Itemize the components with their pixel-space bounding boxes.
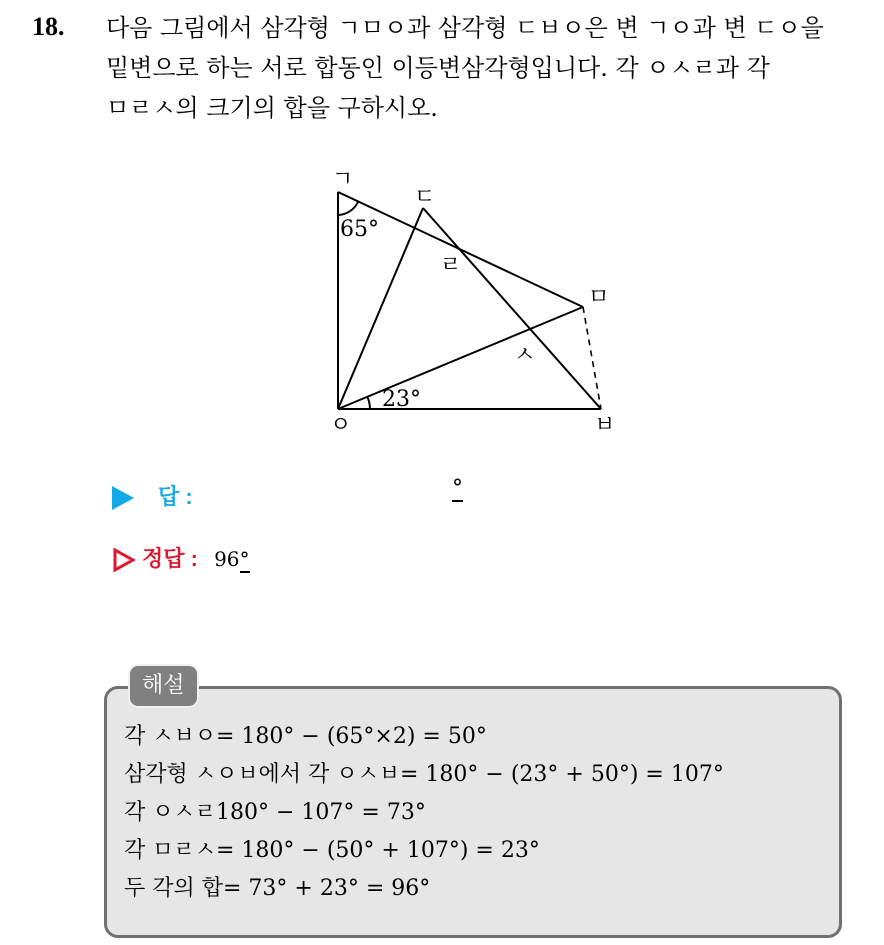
angle-arc-bottom <box>367 396 370 409</box>
outline-triangle-icon <box>112 547 136 573</box>
question-number: 18. <box>32 12 65 41</box>
question-line: ㅁㄹㅅ의 크기의 합을 구하시오. <box>106 94 438 122</box>
answer-row <box>112 476 463 511</box>
answer-unit: ° <box>452 476 463 501</box>
question-text <box>106 8 876 128</box>
explanation-line: 각 ㅅㅂㅇ= 180° − (65°×2) = 50° <box>124 724 487 749</box>
explanation-line: 두 각의 합= 73° + 23° = 96° <box>124 876 431 901</box>
label-d: ㄷ <box>414 185 436 210</box>
explanation-text <box>124 718 724 908</box>
explanation-line: 각 ㅁㄹㅅ= 180° − (50° + 107°) = 23° <box>124 838 540 863</box>
angle-label-top: 65° <box>340 217 379 242</box>
correct-answer-row <box>112 542 250 573</box>
correct-answer-value: 96 <box>214 547 240 571</box>
question-line: 다음 그림에서 삼각형 ㄱㅁㅇ과 삼각형 ㄷㅂㅇ은 변 ㄱㅇ과 변 ㄷㅇ을 <box>106 14 824 42</box>
correct-answer-unit: ° <box>239 547 250 571</box>
question-line: 밑변으로 하는 서로 합동인 이등변삼각형입니다. 각 ㅇㅅㄹ과 각 <box>106 54 770 82</box>
explanation-line: 각 ㅇㅅㄹ180° − 107° = 73° <box>124 800 426 825</box>
correct-answer-label: 정답 : <box>142 546 198 571</box>
angle-arc-top <box>338 202 358 215</box>
edge-m-b-dashed <box>583 307 601 409</box>
angle-label-bottom: 23° <box>382 387 421 412</box>
label-m: ㅁ <box>588 285 610 310</box>
label-r: ㄹ <box>440 253 462 278</box>
edge-d-b <box>423 208 601 409</box>
explanation-line: 삼각형 ㅅㅇㅂ에서 각 ㅇㅅㅂ= 180° − (23° + 50°) = 107° <box>124 762 724 787</box>
label-o: ㅇ <box>330 413 352 437</box>
geometry-figure <box>318 162 628 437</box>
label-b: ㅂ <box>594 413 616 437</box>
explanation-tag: 해설 <box>128 664 199 708</box>
play-triangle-icon <box>112 486 134 510</box>
label-g: ㄱ <box>332 167 354 192</box>
answer-label: 답 : <box>158 484 193 509</box>
label-s: ㅅ <box>514 343 536 368</box>
